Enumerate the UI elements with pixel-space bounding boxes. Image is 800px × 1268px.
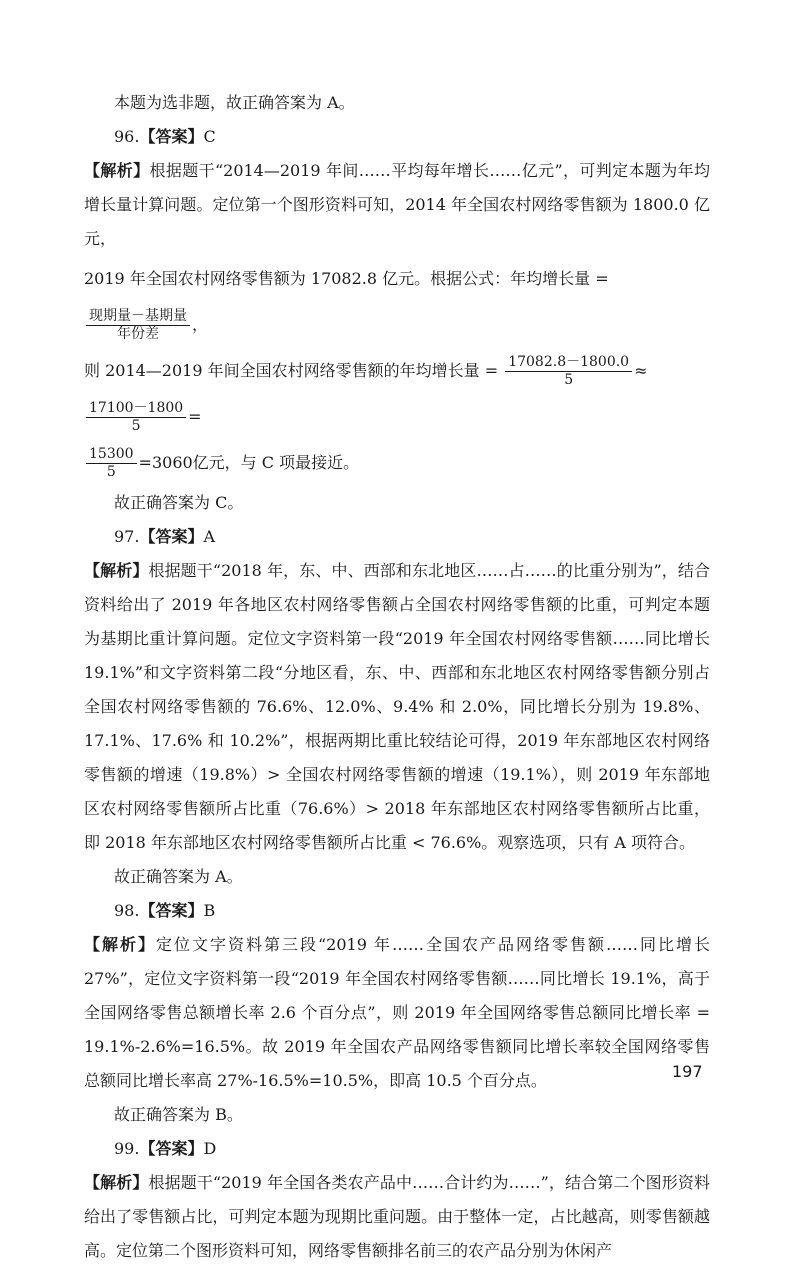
q98-analysis (84, 928, 710, 1098)
q96-text2: 2019 年全国农村网络零售额为 17082.8 亿元。根据公式：年均增长量 = (84, 269, 609, 288)
calc-fraction-2-denominator: 5 (131, 418, 141, 434)
q96-text2-end: ， (192, 315, 209, 334)
q96-text3: 则 2014—2019 年间全国农村网络零售额的年均增长量 = (84, 361, 499, 380)
page-number: 197 (672, 1062, 703, 1081)
page-body (84, 86, 710, 1268)
calc-fraction-3-denominator: 5 (106, 464, 116, 480)
q98-text: 定位文字资料第三段“2019 年……全国农产品网络零售额……同比增长 27%”，定位文字资料第一段“2019 年全国农村网络零售额……同比增长 19.1%，高于全国网络零售总额增长率 2.6 个百分点”，则 2019 年全国网络零售总额同比增长率 = 19.1%-2.6%=16.5%。故 2019 年全国农产品网络零售额同比增长率较全国网络零售总额同比增长率高 27%-16.5%=10.5%，即高 10.5 个百分点。 (84, 935, 710, 1090)
q96-answer-line (84, 120, 710, 154)
calc-fraction-2-numerator: 17100－1800 (86, 400, 186, 418)
growth-formula-denominator: 年份差 (117, 326, 159, 342)
q99-answer: D (203, 1139, 217, 1158)
q99-number: 99. (114, 1139, 140, 1158)
q96-formula-line (84, 256, 710, 348)
answer-label: 【答案】 (139, 1139, 204, 1158)
q97-number: 97. (114, 527, 140, 546)
calc-fraction-1 (505, 354, 632, 389)
q96-calc-line (84, 348, 710, 440)
analysis-label: 【解析】 (84, 1173, 149, 1192)
q98-number: 98. (114, 901, 140, 920)
calc-fraction-3 (86, 446, 137, 481)
analysis-label: 【解析】 (84, 561, 149, 580)
q96-text4: =3060亿元，与 C 项最接近。 (138, 453, 360, 472)
q99-answer-line (84, 1132, 710, 1166)
analysis-label: 【解析】 (84, 161, 150, 180)
q97-analysis (84, 554, 710, 860)
analysis-label: 【解析】 (84, 935, 156, 954)
q98-answer: B (203, 901, 216, 920)
q96-result-line (84, 440, 710, 486)
q98-answer-line (84, 894, 710, 928)
q96-number: 96. (114, 127, 140, 146)
q95-conclusion: 本题为选非题，故正确答案为 A。 (114, 93, 355, 112)
growth-formula-numerator: 现期量－基期量 (86, 308, 190, 326)
q96-text1: 根据题干“2014—2019 年间……平均每年增长……亿元”，可判定本题为年均增长量计算问题。定位第一个图形资料可知，2014 年全国农村网络零售额为 1800.0 亿元， (84, 161, 710, 248)
calc-fraction-2 (86, 400, 186, 435)
answer-label: 【答案】 (139, 901, 204, 920)
q97-answer-line (84, 520, 710, 554)
calc-fraction-1-numerator: 17082.8－1800.0 (505, 354, 632, 372)
q97-text: 根据题干“2018 年，东、中、西部和东北地区……占……的比重分别为”，结合资料给出了 2019 年各地区农村网络零售额占全国农村网络零售额的比重，可判定本题为基期比重计算问题。定位文字资料第一段“2019 年全国农村网络零售额……同比增长 19.1%”和文字资料第二段“分地区看，东、中、西部和东北地区农村网络零售额分别占全国农村网络零售额的 76.6%、12.0%、9.4% 和 2.0%，同比增长分别为 19.8%、17.1%、17.6% 和 10.2%”，根据两期比重比较结论可得，2019 年东部地区农村网络零售额的增速（19.8%）> 全国农村网络零售额的增速（19.1%），则 2019 年东部地区农村网络零售额所占比重（76.6%）> 2018 年东部地区农村网络零售额所占比重，即 2018 年东部地区农村网络零售额所占比重 < 76.6%。观察选项，只有 A 项符合。 (84, 561, 710, 852)
answer-label: 【答案】 (139, 527, 204, 546)
answer-label: 【答案】 (139, 127, 204, 146)
q97-conclusion: 故正确答案为 A。 (114, 867, 243, 886)
q98-conclusion: 故正确答案为 B。 (114, 1105, 243, 1124)
q99-text: 根据题干“2019 年全国各类农产品中……合计约为……”，结合第二个图形资料给出了零售额占比，可判定本题为现期比重问题。由于整体一定，占比越高，则零售额越高。定位第二个图形资料可知，网络零售额排名前三的农产品分别为休闲产 (84, 1173, 710, 1260)
growth-formula-fraction (86, 308, 190, 343)
approx-sign: ≈ (634, 361, 648, 380)
q97-answer: A (203, 527, 216, 546)
q96-conclusion: 故正确答案为 C。 (114, 493, 244, 512)
q96-answer: C (203, 127, 216, 146)
q99-analysis (84, 1166, 710, 1268)
calc-fraction-3-numerator: 15300 (86, 446, 137, 464)
equals-sign: = (188, 407, 202, 426)
calc-fraction-1-denominator: 5 (564, 372, 574, 388)
q96-analysis-1 (84, 154, 710, 256)
